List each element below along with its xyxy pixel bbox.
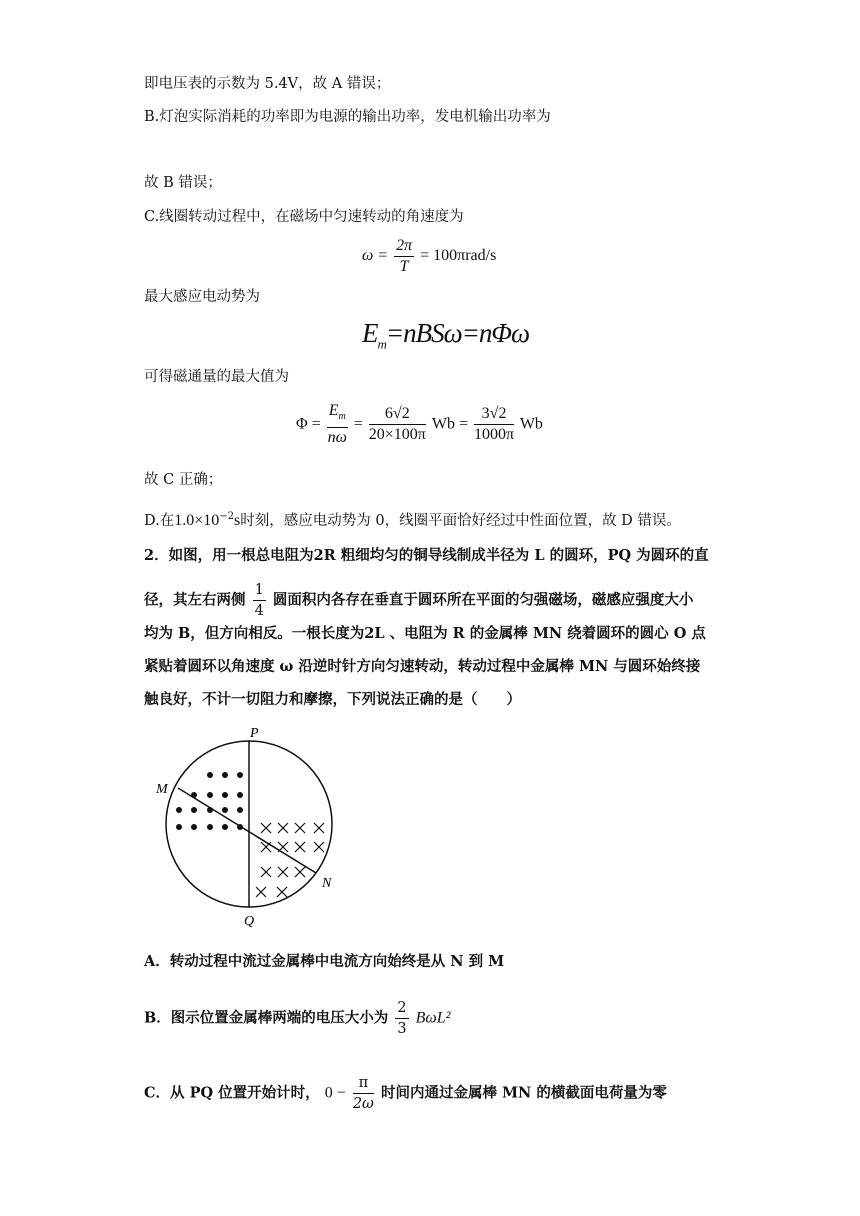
question-line-4: 紧贴着圆环以角速度 ω 沿逆时针方向匀速转动，转动过程中金属棒 MN 与圆环始终接 <box>144 658 701 675</box>
solution-line-8: D.在$1.0\times 10^{-2}s$时刻，感应电动势为 0，线圈平面恰好经过中性面位置，故 D 错误。 <box>144 511 681 529</box>
solution-line-6: 可得磁通量的最大值为 <box>144 369 289 385</box>
field-dot <box>207 792 213 798</box>
field-cross <box>314 842 324 852</box>
solution-line-1: 即电压表的示数为 5.4V，故 A 错误； <box>144 76 391 92</box>
solution-line-5: 最大感应电动势为 <box>144 289 260 305</box>
label-m: M <box>156 782 168 797</box>
field-dot <box>222 807 228 813</box>
field-cross <box>295 867 305 877</box>
solution-line-7: 故 C 正确； <box>144 472 223 488</box>
field-dot <box>222 792 228 798</box>
question-line-2: 径，其左右两侧 $\frac{1}{4}$ 圆面积内各存在垂直于圆环所在平面的匀强磁场，磁感应强度大小 <box>144 582 694 619</box>
label-n: N <box>322 876 332 891</box>
field-dot <box>237 824 243 830</box>
solution-line-3: 故 B 错误； <box>144 175 222 191</box>
omega-equation: ω = $\frac{2\pi}{T}$ = 100πrad/s <box>362 237 497 275</box>
field-dot <box>237 807 243 813</box>
field-dot <box>176 824 182 830</box>
flux-equation: Φ = $\frac{E_m}{n\omega}$ = $\frac{6√2}{20\times 100\pi}$ Wb = $\frac{3√2}{1000\pi}$ Wb <box>296 402 543 447</box>
field-cross <box>261 867 271 877</box>
option-b: B．图示位置金属棒两端的电压大小为 $\frac{2}{3}$ BωL² <box>144 1000 451 1037</box>
option-a: A．转动过程中流过金属棒中电流方向始终是从 N 到 M <box>144 953 505 970</box>
rod-mn <box>178 788 316 873</box>
field-dot <box>237 772 243 778</box>
label-q: Q <box>244 914 255 929</box>
field-cross <box>256 887 266 897</box>
field-cross <box>314 823 324 833</box>
field-in-crosses <box>256 823 324 897</box>
label-p: P <box>250 726 259 741</box>
field-cross <box>278 867 288 877</box>
field-dot <box>207 824 213 830</box>
field-dot <box>191 807 197 813</box>
field-dot <box>191 824 197 830</box>
solution-line-2: B.灯泡实际消耗的功率即为电源的输出功率，发电机输出功率为 <box>144 109 551 125</box>
question-line-1: 2．如图，用一根总电阻为2R 粗细均匀的铜导线制成半径为 L 的圆环，PQ 为圆环的直 <box>144 547 709 564</box>
field-dot <box>176 807 182 813</box>
field-dot <box>222 824 228 830</box>
field-cross <box>295 823 305 833</box>
field-dot <box>222 772 228 778</box>
solution-line-4: C.线圈转动过程中，在磁场中匀速转动的角速度为 <box>144 209 464 225</box>
field-dot <box>207 807 213 813</box>
field-cross <box>278 823 288 833</box>
option-c: C．从 PQ 位置开始计时， 0 − $\frac{\pi}{2\omega}$ 时间内通过金属棒 MN 的横截面电荷量为零 <box>144 1075 667 1112</box>
magnetic-field-diagram <box>148 722 348 932</box>
field-dot <box>207 772 213 778</box>
field-dot <box>237 792 243 798</box>
emf-equation: $E_m=nBS\omega=n\Phi\omega$ <box>362 318 530 352</box>
field-cross <box>278 842 288 852</box>
field-cross <box>277 887 287 897</box>
field-dot <box>191 792 197 798</box>
question-line-5: 触良好，不计一切阻力和摩擦，下列说法正确的是（ ） <box>144 691 521 708</box>
field-cross <box>295 842 305 852</box>
field-cross <box>261 842 271 852</box>
field-cross <box>261 823 271 833</box>
question-line-3: 均为 B，但方向相反。一根长度为2L 、电阻为 R 的金属棒 MN 绕着圆环的圆心 O 点 <box>144 625 706 642</box>
